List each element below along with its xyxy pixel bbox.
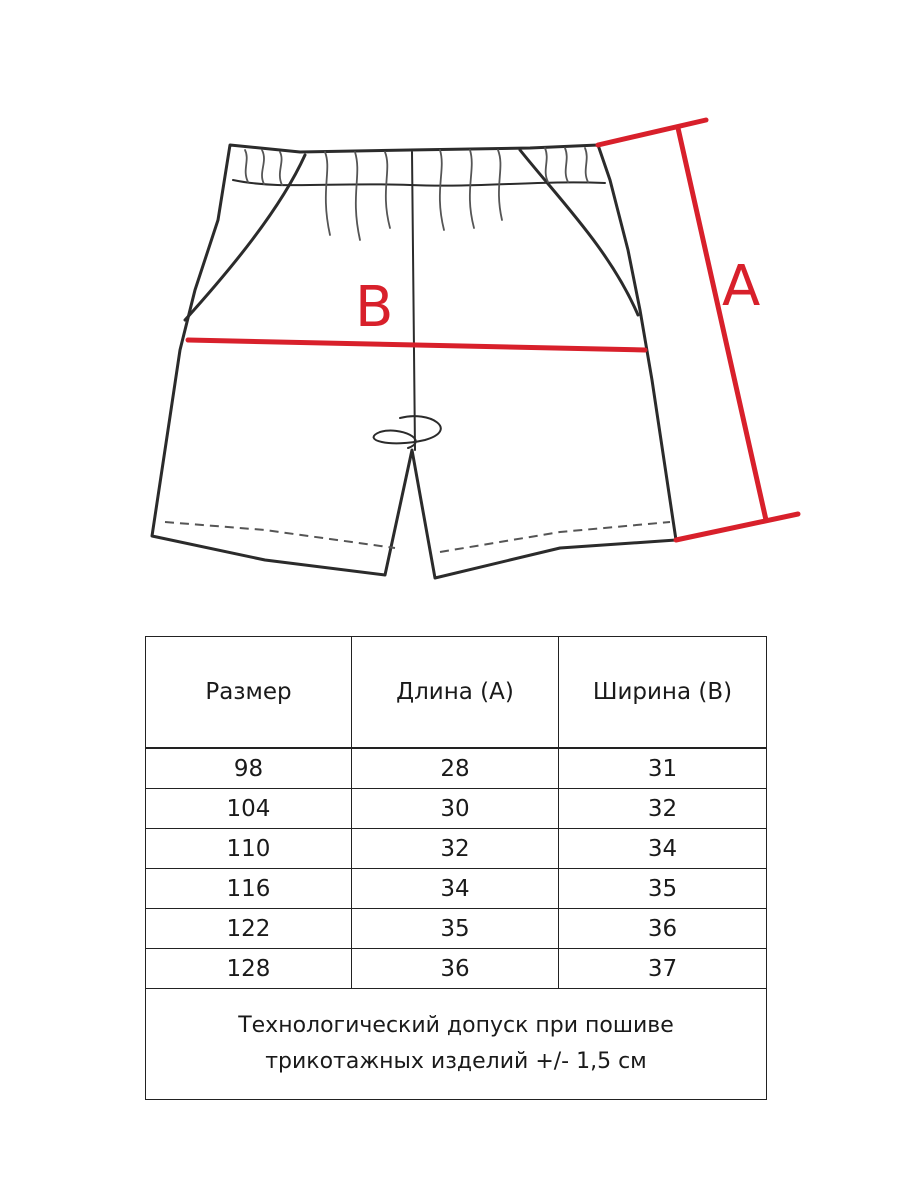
- header-size: Размер: [146, 637, 352, 749]
- cell-width: 34: [558, 829, 766, 869]
- measure-tick-a-top: [598, 120, 706, 145]
- label-b: B: [355, 275, 394, 340]
- cell-length: 30: [351, 789, 558, 829]
- cell-length: 32: [351, 829, 558, 869]
- measure-line-a: [678, 128, 766, 520]
- table-row: [146, 789, 767, 829]
- tolerance-note-line2: трикотажных изделий +/- 1,5 см: [265, 1049, 647, 1074]
- tolerance-note: [146, 989, 767, 1100]
- table-header-row: [146, 637, 767, 749]
- cell-width: 36: [558, 909, 766, 949]
- cell-width: 35: [558, 869, 766, 909]
- size-table: [145, 636, 767, 1100]
- table-row: [146, 829, 767, 869]
- cell-size: 116: [146, 869, 352, 909]
- cell-size: 104: [146, 789, 352, 829]
- table-row: [146, 869, 767, 909]
- table-note-row: [146, 989, 767, 1100]
- cell-length: 36: [351, 949, 558, 989]
- cell-length: 35: [351, 909, 558, 949]
- table-row: [146, 748, 767, 789]
- table-row: [146, 949, 767, 989]
- label-a: A: [722, 254, 761, 319]
- cell-size: 122: [146, 909, 352, 949]
- tolerance-note-line1: Технологический допуск при пошиве: [238, 1013, 674, 1038]
- cell-length: 34: [351, 869, 558, 909]
- cell-size: 128: [146, 949, 352, 989]
- cell-width: 32: [558, 789, 766, 829]
- header-length: Длина (А): [351, 637, 558, 749]
- cell-width: 31: [558, 748, 766, 789]
- cell-length: 28: [351, 748, 558, 789]
- measure-tick-a-bottom: [676, 514, 798, 540]
- cell-size: 110: [146, 829, 352, 869]
- table-row: [146, 909, 767, 949]
- shorts-outline: [152, 145, 676, 578]
- header-width: Ширина (В): [558, 637, 766, 749]
- cell-width: 37: [558, 949, 766, 989]
- cell-size: 98: [146, 748, 352, 789]
